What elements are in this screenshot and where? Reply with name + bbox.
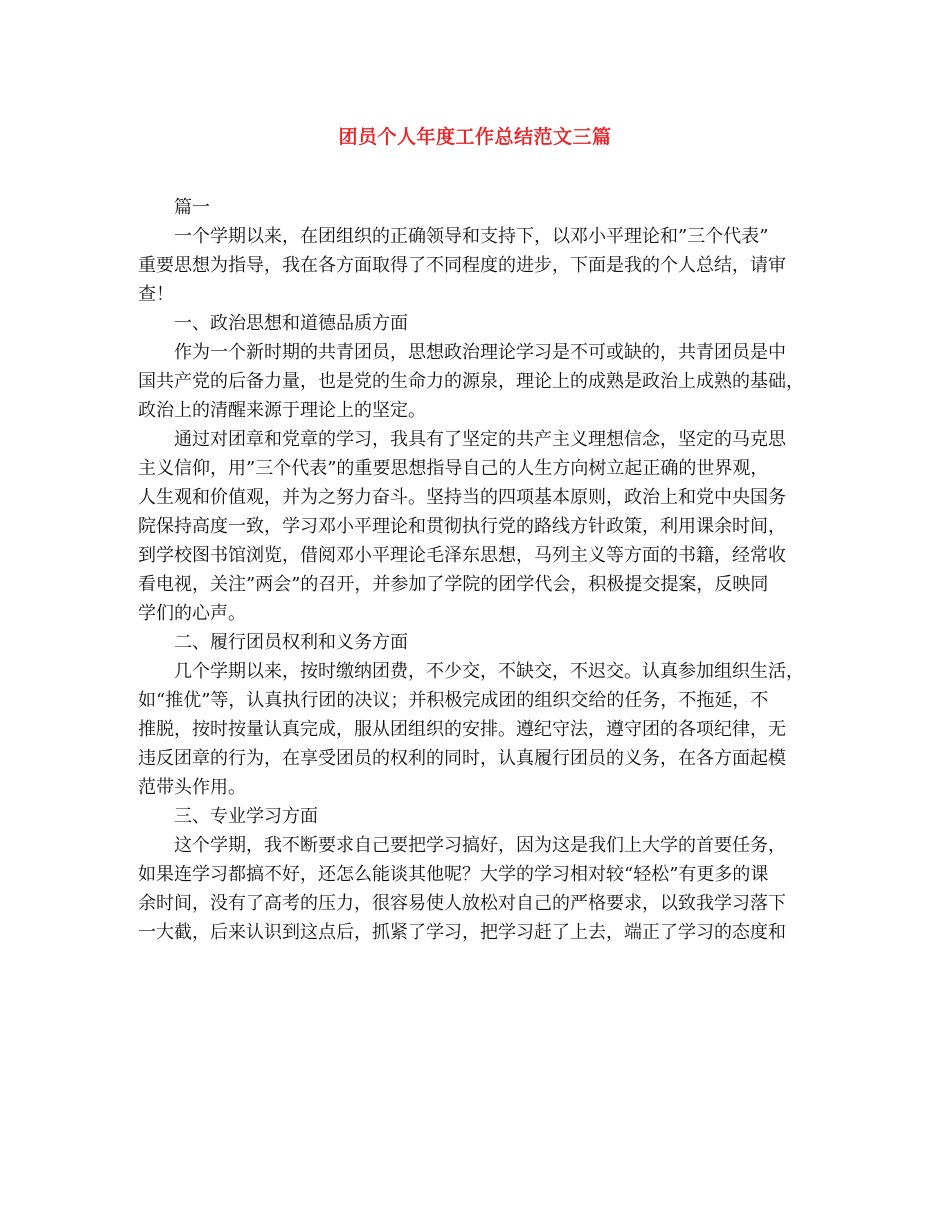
text-line: 如果连学习都搞不好，还怎么能谈其他呢？大学的学习相对较“轻松”有更多的课: [138, 864, 769, 885]
text-line: 推脱，按时按量认真完成，服从团组织的安排。遵纪守法，遵守团的各项纪律，无: [138, 719, 786, 740]
text-line: 一、政治思想和道德品质方面: [174, 313, 408, 334]
text-line: 到学校图书馆浏览，借阅邓小平理论毛泽东思想，马列主义等方面的书籍，经常收: [138, 545, 786, 566]
text-line: 看电视，关注”两会”的召开，并参加了学院的团学代会，积极提交提案，反映同: [138, 574, 769, 595]
text-line: 政治上的清醒来源于理论上的坚定。: [138, 400, 426, 421]
text-line: 三、专业学习方面: [174, 806, 318, 827]
text-line: 通过对团章和党章的学习，我具有了坚定的共产主义理想信念，坚定的马克思: [174, 429, 786, 450]
text-line: 重要思想为指导，我在各方面取得了不同程度的进步，下面是我的个人总结，请审: [138, 255, 786, 276]
text-line: 篇一: [174, 197, 210, 218]
text-line: 一大截，后来认识到这点后，抓紧了学习，把学习赶了上去，端正了学习的态度和: [138, 922, 786, 943]
text-line: 二、履行团员权利和义务方面: [174, 632, 408, 653]
text-line: 几个学期以来，按时缴纳团费，不少交，不缺交，不迟交。认真参加组织生活，: [174, 661, 804, 682]
text-line: 院保持高度一致，学习邓小平理论和贯彻执行党的路线方针政策，利用课余时间，: [138, 516, 786, 537]
document-body: [138, 193, 818, 947]
text-line: 查！: [138, 284, 174, 305]
text-line: 主义信仰，用”三个代表”的重要思想指导自己的人生方向树立起正确的世界观，: [138, 458, 769, 479]
document-title: 团员个人年度工作总结范文三篇: [338, 126, 612, 148]
text-line: 学们的心声。: [138, 603, 246, 624]
text-line: 一个学期以来，在团组织的正确领导和支持下，以邓小平理论和”三个代表”: [174, 226, 769, 247]
text-line: 如“推优”等，认真执行团的决议；并积极完成团的组织交给的任务，不拖延，不: [138, 690, 769, 711]
text-line: 余时间，没有了高考的压力，很容易使人放松对自己的严格要求，以致我学习落下: [138, 893, 786, 914]
text-line: 作为一个新时期的共青团员，思想政治理论学习是不可或缺的，共青团员是中: [174, 342, 786, 363]
text-line: 国共产党的后备力量，也是党的生命力的源泉，理论上的成熟是政治上成熟的基础，: [138, 371, 804, 392]
text-line: 这个学期，我不断要求自己要把学习搞好，因为这是我们上大学的首要任务，: [174, 835, 786, 856]
text-line: 范带头作用。: [138, 777, 246, 798]
text-line: 违反团章的行为，在享受团员的权利的同时，认真履行团员的义务，在各方面起模: [138, 748, 786, 769]
text-line: 人生观和价值观，并为之努力奋斗。坚持当的四项基本原则，政治上和党中央国务: [138, 487, 786, 508]
